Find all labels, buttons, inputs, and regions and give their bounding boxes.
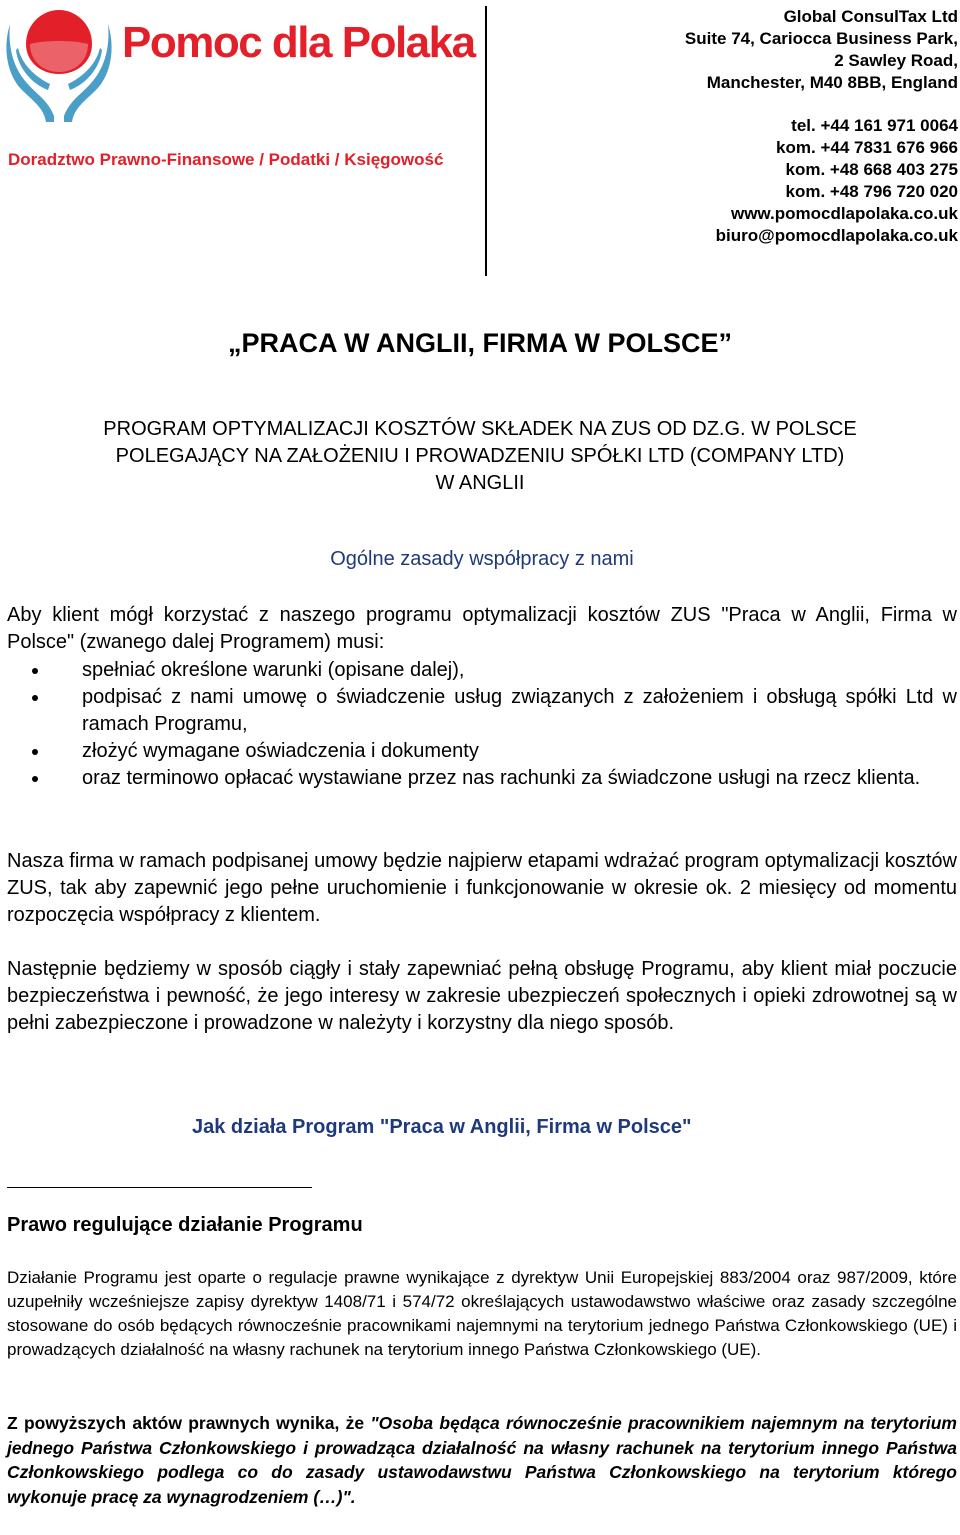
phone: kom. +48 796 720 020 (785, 182, 958, 201)
phone: kom. +48 668 403 275 (785, 160, 958, 179)
letterhead (0, 0, 960, 280)
quote-paragraph (7, 1411, 957, 1509)
tagline: Doradztwo Prawno-Finansowe / Podatki / Księgowość (8, 150, 444, 169)
address-line: 2 Sawley Road, (834, 51, 958, 70)
program-title-line: POLEGAJĄCY NA ZAŁOŻENIU I PROWADZENIU SPÓŁKI LTD (COMPANY LTD) (115, 445, 845, 467)
quote-text: "Osoba będąca równocześnie pracownikiem najemnym na terytorium jednego Państwa Członkowskiego i prowadząca działalność na własny rachunek na terytorium innego Państwa Członkowskiego podlega co do zasady ustawodawstwu Państwa Członkowskiego na terytorium którego wykonuje pracę za wynagrodzeniem (…)". (7, 1413, 957, 1507)
website-link[interactable]: www.pomocdlapolaka.co.uk (730, 204, 958, 223)
law-paragraph: Działanie Programu jest oparte o regulacje prawne wynikające z dyrektyw Unii Europejskiej 883/2004 oraz 987/2009, które uzupełniły wcześniejsze zapisy dyrektyw 1408/71 i 574/72 określających ustawodawstwo właściwe oraz zasady szczególne stosowane do osób będących równocześnie pracownikami najemnymi na terytorium jednego Państwa Członkowskiego (UE) i prowadzących działalność na własny rachunek na terytorium innego Państwa Członkowskiego (UE). (7, 1268, 957, 1359)
list-item: spełniać określone warunki (opisane dalej), (82, 657, 957, 684)
list-item: podpisać z nami umowę o świadczenie usług związanych z założeniem i obsługą spółki Ltd w ramach Programu, (82, 684, 957, 738)
list-item: złożyć wymagane oświadczenia i dokumenty (82, 738, 957, 765)
section-heading: Ogólne zasady współpracy z nami (330, 548, 634, 570)
list-item: oraz terminowo opłacać wystawiane przez nas rachunki za świadczone usługi na rzecz klienta. (82, 765, 957, 792)
program-title (0, 416, 960, 497)
address-line: Manchester, M40 8BB, England (706, 73, 958, 92)
logo-text: Pomoc dla Polaka (122, 18, 475, 67)
sub-heading: Jak działa Program "Praca w Anglii, Firma w Polsce" (192, 1116, 692, 1138)
address-line: Suite 74, Cariocca Business Park, (684, 29, 958, 48)
phone: tel. +44 161 971 0064 (791, 116, 958, 135)
header-divider (485, 6, 487, 276)
paragraph: Nasza firma w ramach podpisanej umowy będzie najpierw etapami wdrażać program optymalizacji kosztów ZUS, tak aby zapewnić jego pełne uruchomienie i funkcjonowanie w okresie ok. 2 miesięcy od momentu rozpoczęcia współpracy z klientem. (7, 850, 957, 926)
phone: kom. +44 7831 676 966 (776, 138, 958, 157)
quote-intro: Z powyższych aktów prawnych wynika, że (7, 1413, 365, 1433)
contact-block (685, 6, 958, 247)
intro-paragraph: Aby klient mógł korzystać z naszego programu optymalizacji kosztów ZUS "Praca w Anglii, Firma w Polsce" (zwanego dalej Programem) musi: (7, 604, 957, 653)
email-link[interactable]: biuro@pomocdlapolaka.co.uk (715, 226, 958, 245)
paragraph: Następnie będziemy w sposób ciągły i stały zapewniać pełną obsługę Programu, aby klient miał poczucie bezpieczeństwa i pewność, że jego interesy w zakresie ubezpieczeń społecznych i opieki zdrowotnej są w pełni zabezpieczone i prowadzone w należyty i korzystny dla niego sposób. (7, 958, 957, 1034)
main-title: „PRACA W ANGLII, FIRMA W POLSCE” (228, 328, 732, 358)
law-heading: Prawo regulujące działanie Programu (7, 1214, 363, 1236)
hands-drop-icon (4, 4, 114, 124)
requirements-list (82, 657, 957, 792)
program-title-line: PROGRAM OPTYMALIZACJI KOSZTÓW SKŁADEK NA ZUS OD DZ.G. W POLSCE (103, 418, 857, 440)
company-name: Global ConsulTax Ltd (783, 7, 958, 26)
program-title-line: W ANGLII (435, 472, 525, 494)
divider (7, 1187, 312, 1188)
logo (4, 4, 474, 124)
